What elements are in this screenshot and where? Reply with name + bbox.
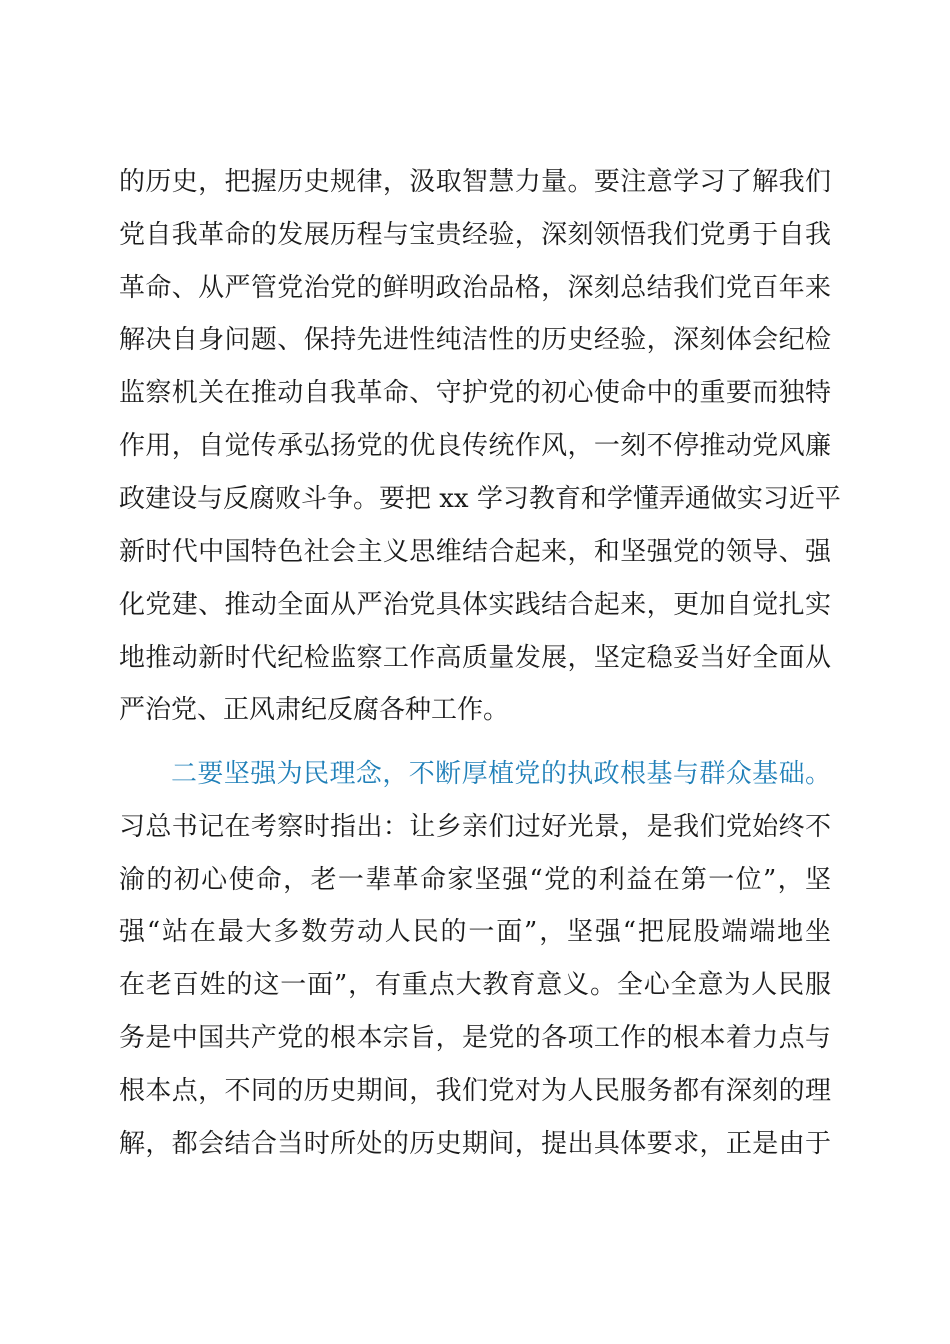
paragraph-line: 在老百姓的这一面”，有重点大教育意义。全心全意为人民服 [119, 970, 831, 1000]
paragraph-line: 渝的初心使命，老一辈革命家坚强“党的利益在第一位”，坚 [119, 865, 831, 895]
paragraph-line: 党自我革命的发展历程与宝贵经验，深刻领悟我们党勇于自我 [119, 220, 831, 250]
section-heading: 二要坚强为民理念，不断厚植党的执政根基与群众基础。 [171, 759, 831, 789]
paragraph-line: 新时代中国特色社会主义思维结合起来，和坚强党的领导、强 [119, 537, 831, 567]
paragraph-line: 地推动新时代纪检监察工作高质量发展，坚定稳妥当好全面从 [119, 643, 831, 673]
paragraph-line: 化党建、推动全面从严治党具体实践结合起来，更加自觉扎实 [119, 590, 831, 620]
paragraph-line: 解决自身问题、保持先进性纯洁性的历史经验，深刻体会纪检 [119, 325, 831, 355]
paragraph-line: 务是中国共产党的根本宗旨，是党的各项工作的根本着力点与 [119, 1023, 831, 1053]
paragraph-line: 习总书记在考察时指出：让乡亲们过好光景，是我们党始终不 [119, 812, 831, 842]
paragraph-line: 根本点，不同的历史期间，我们党对为人民服务都有深刻的理 [119, 1076, 831, 1106]
paragraph-line: 政建设与反腐败斗争。要把 xx 学习教育和学懂弄通做实习近平 [119, 484, 841, 514]
paragraph-line: 革命、从严管党治党的鲜明政治品格，深刻总结我们党百年来 [119, 273, 831, 303]
paragraph-line: 强“站在最大多数劳动人民的一面”，坚强“把屁股端端地坐 [119, 917, 831, 947]
paragraph-line: 的历史，把握历史规律，汲取智慧力量。要注意学习了解我们 [119, 167, 831, 197]
paragraph-line: 严治党、正风肃纪反腐各种工作。 [119, 695, 510, 725]
paragraph-line: 解，都会结合当时所处的历史期间，提出具体要求，正是由于 [119, 1129, 831, 1159]
paragraph-line: 监察机关在推动自我革命、守护党的初心使命中的重要而独特 [119, 378, 831, 408]
paragraph-line: 作用，自觉传承弘扬党的优良传统作风，一刻不停推动党风廉 [119, 431, 831, 461]
